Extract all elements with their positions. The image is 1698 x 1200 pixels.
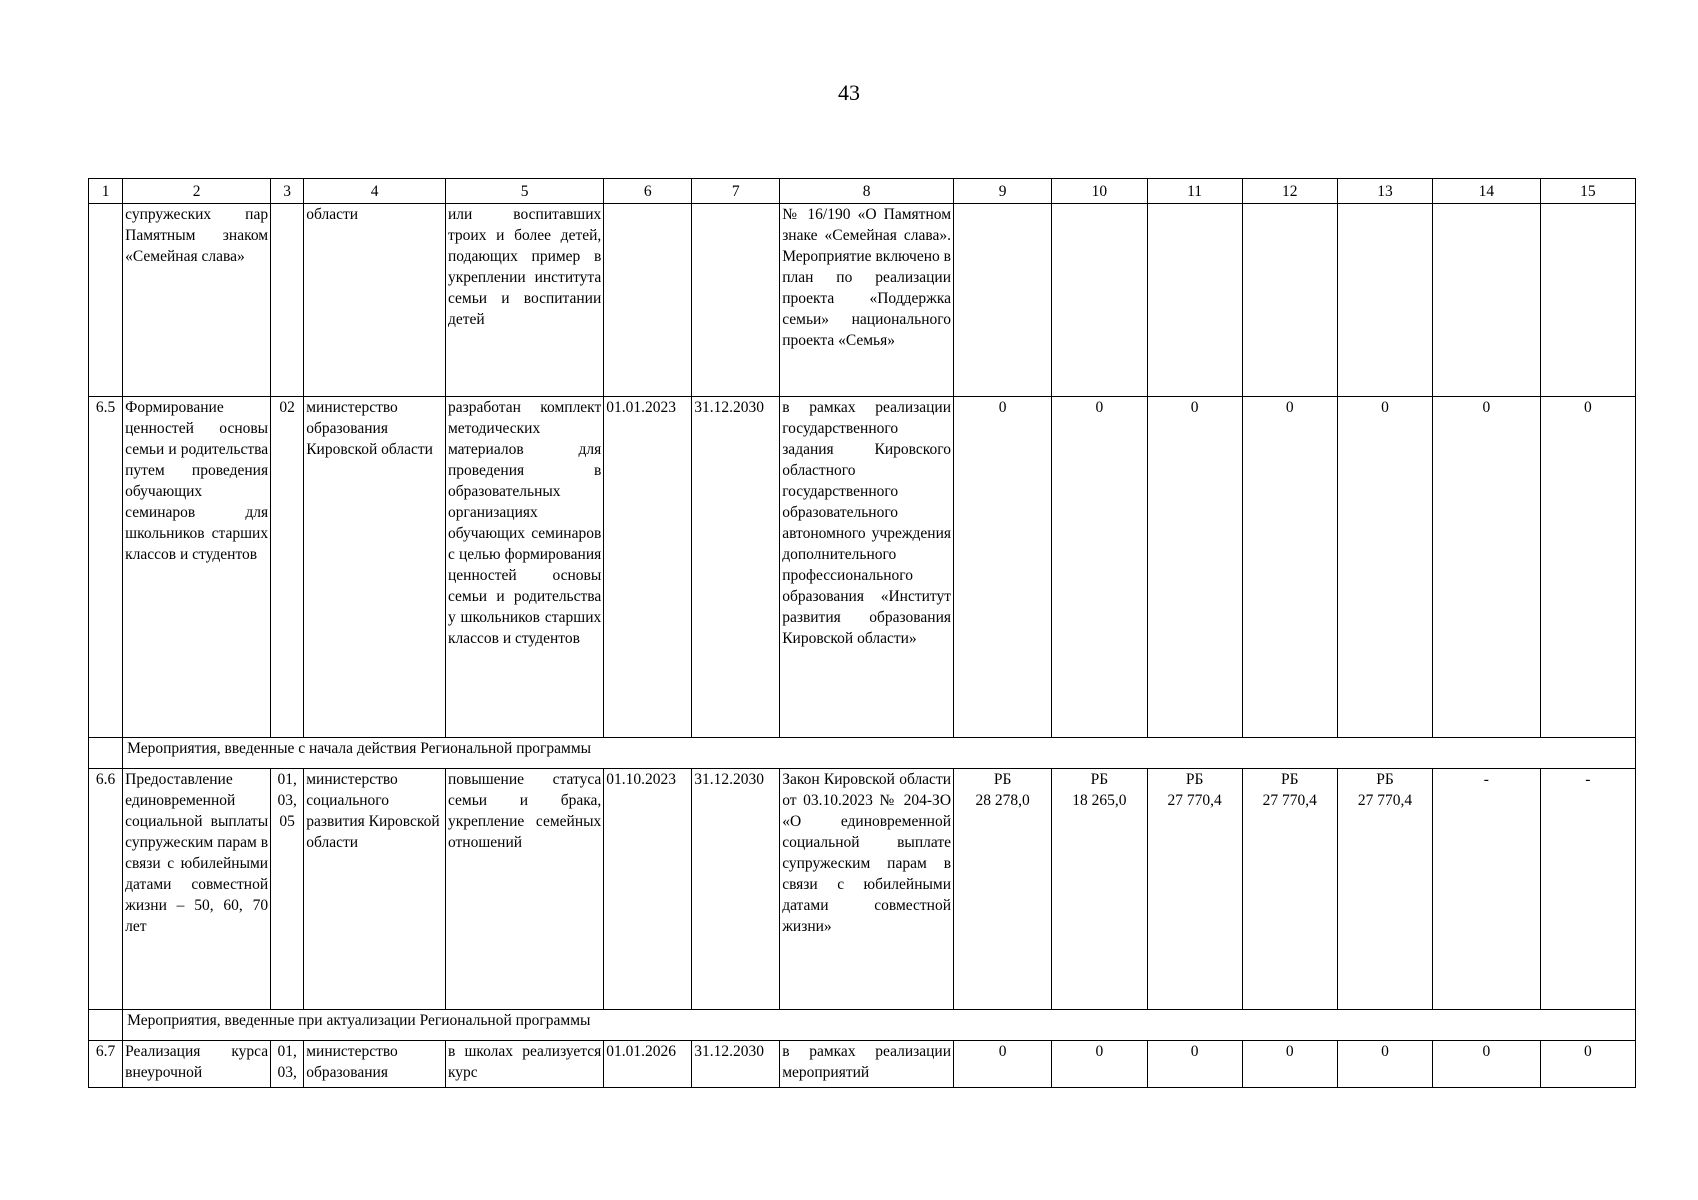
funding-amount: 27 770,4 <box>1167 792 1222 809</box>
funding-cell <box>1242 769 1337 1010</box>
item-name: супружеских пар Памятным знаком «Семейная слава» <box>123 204 271 397</box>
section-row <box>89 738 1636 769</box>
section-spacer <box>89 1010 123 1041</box>
header-cell: 1 <box>89 179 123 204</box>
item-number: 6.7 <box>89 1041 123 1088</box>
item-name: Реализация курса внеурочной <box>123 1041 271 1088</box>
item-name: Предоставление единовременной социальной выплаты супружеским парам в связи с юбилейными датами совместной жизни – 50, 60, 70 лет <box>123 769 271 1010</box>
funding-cell <box>1147 769 1242 1010</box>
funding-source: РБ <box>1185 771 1204 788</box>
header-cell: 4 <box>304 179 446 204</box>
funding-cell <box>1242 204 1337 397</box>
funding-cell <box>1052 769 1147 1010</box>
item-executor: области <box>304 204 446 397</box>
item-basis: № 16/190 «О Памятном знаке «Семейная слава». Мероприятие включено в план по реализации проекта «Поддержка семьи» национального проекта «Семья» <box>780 204 954 397</box>
item-executor: министерство образования <box>304 1041 446 1088</box>
funding-amount: 27 770,4 <box>1357 792 1413 809</box>
section-spacer <box>89 738 123 769</box>
funding-cell: 0 <box>1433 1041 1541 1088</box>
header-cell: 11 <box>1147 179 1242 204</box>
header-cell: 13 <box>1337 179 1432 204</box>
item-code: 01, 03, 05 <box>271 769 304 1010</box>
header-cell: 12 <box>1242 179 1337 204</box>
header-cell: 2 <box>123 179 271 204</box>
item-start-date: 01.10.2023 <box>604 769 692 1010</box>
header-row <box>89 179 1636 204</box>
funding-cell: 0 <box>1052 397 1147 738</box>
item-number: 6.6 <box>89 769 123 1010</box>
item-result: разработан комплект методических материалов для проведения в образовательных организациях обучающих семинаров с целью формирования ценностей основы семьи и родительства у школьников старших классов и студентов <box>445 397 603 738</box>
funding-cell <box>1433 204 1541 397</box>
funding-cell <box>1052 204 1147 397</box>
item-executor: министерство социального развития Кировской области <box>304 769 446 1010</box>
table-row <box>89 769 1636 1010</box>
item-result: или воспитавших троих и более детей, подающих пример в укреплении института семьи и воспитании детей <box>445 204 603 397</box>
item-code <box>271 204 304 397</box>
item-end-date: 31.12.2030 <box>692 1041 780 1088</box>
item-start-date: 01.01.2023 <box>604 397 692 738</box>
item-start-date: 01.01.2026 <box>604 1041 692 1088</box>
funding-cell <box>1337 769 1432 1010</box>
funding-cell <box>1147 204 1242 397</box>
funding-cell: 0 <box>1540 397 1635 738</box>
header-cell: 5 <box>445 179 603 204</box>
funding-source: РБ <box>1281 771 1299 788</box>
funding-cell: - <box>1540 769 1635 1010</box>
header-cell: 6 <box>604 179 692 204</box>
program-table <box>88 178 1636 1088</box>
item-start-date <box>604 204 692 397</box>
section-row <box>89 1010 1636 1041</box>
header-cell: 9 <box>954 179 1052 204</box>
funding-cell: - <box>1433 769 1541 1010</box>
funding-cell: 0 <box>1147 1041 1242 1088</box>
funding-cell <box>954 204 1052 397</box>
item-end-date: 31.12.2030 <box>692 769 780 1010</box>
funding-cell <box>954 769 1052 1010</box>
table-row <box>89 397 1636 738</box>
item-basis: в рамках реализации государственного задания Кировского областного государственного образовательного автономного учреждения дополнительного профессионального образования «Институт развития образования Кировской области» <box>780 397 954 738</box>
funding-cell <box>1540 204 1635 397</box>
funding-amount: 27 770,4 <box>1262 792 1317 809</box>
funding-cell: 0 <box>1242 397 1337 738</box>
header-cell: 15 <box>1540 179 1635 204</box>
item-number <box>89 204 123 397</box>
funding-amount: 18 265,0 <box>1072 792 1127 809</box>
funding-cell: 0 <box>1337 397 1432 738</box>
funding-cell <box>1337 204 1432 397</box>
funding-cell: 0 <box>1540 1041 1635 1088</box>
funding-cell: 0 <box>1242 1041 1337 1088</box>
header-cell: 10 <box>1052 179 1147 204</box>
funding-cell: 0 <box>1147 397 1242 738</box>
item-name: Формирование ценностей основы семьи и родительства путем проведения обучающих семинаров для школьников старших классов и студентов <box>123 397 271 738</box>
item-code: 02 <box>271 397 304 738</box>
funding-amount: 28 278,0 <box>975 792 1030 809</box>
funding-cell: 0 <box>954 1041 1052 1088</box>
item-end-date <box>692 204 780 397</box>
funding-cell: 0 <box>954 397 1052 738</box>
header-cell: 3 <box>271 179 304 204</box>
item-result: повышение статуса семьи и брака, укрепление семейных отношений <box>445 769 603 1010</box>
header-cell: 7 <box>692 179 780 204</box>
item-result: в школах реализуется курс <box>445 1041 603 1088</box>
funding-source: РБ <box>993 771 1012 788</box>
table-row <box>89 204 1636 397</box>
section-title: Мероприятия, введенные с начала действия Региональной программы <box>123 738 1636 769</box>
funding-cell: 0 <box>1433 397 1541 738</box>
item-basis: в рамках реализации мероприятий <box>780 1041 954 1088</box>
item-executor: министерство образования Кировской области <box>304 397 446 738</box>
funding-cell: 0 <box>1337 1041 1432 1088</box>
funding-source: РБ <box>1090 771 1109 788</box>
page-number: 43 <box>838 80 860 105</box>
table-row <box>89 1041 1636 1088</box>
item-code: 01, 03, <box>271 1041 304 1088</box>
item-number: 6.5 <box>89 397 123 738</box>
funding-cell: 0 <box>1052 1041 1147 1088</box>
funding-source: РБ <box>1376 771 1394 788</box>
item-basis: Закон Кировской области от 03.10.2023 № 204-ЗО «О единовременной социальной выплате супружеским парам в связи с юбилейными датами совместной жизни» <box>780 769 954 1010</box>
item-end-date: 31.12.2030 <box>692 397 780 738</box>
header-cell: 8 <box>780 179 954 204</box>
section-title: Мероприятия, введенные при актуализации Региональной программы <box>123 1010 1636 1041</box>
header-cell: 14 <box>1433 179 1541 204</box>
